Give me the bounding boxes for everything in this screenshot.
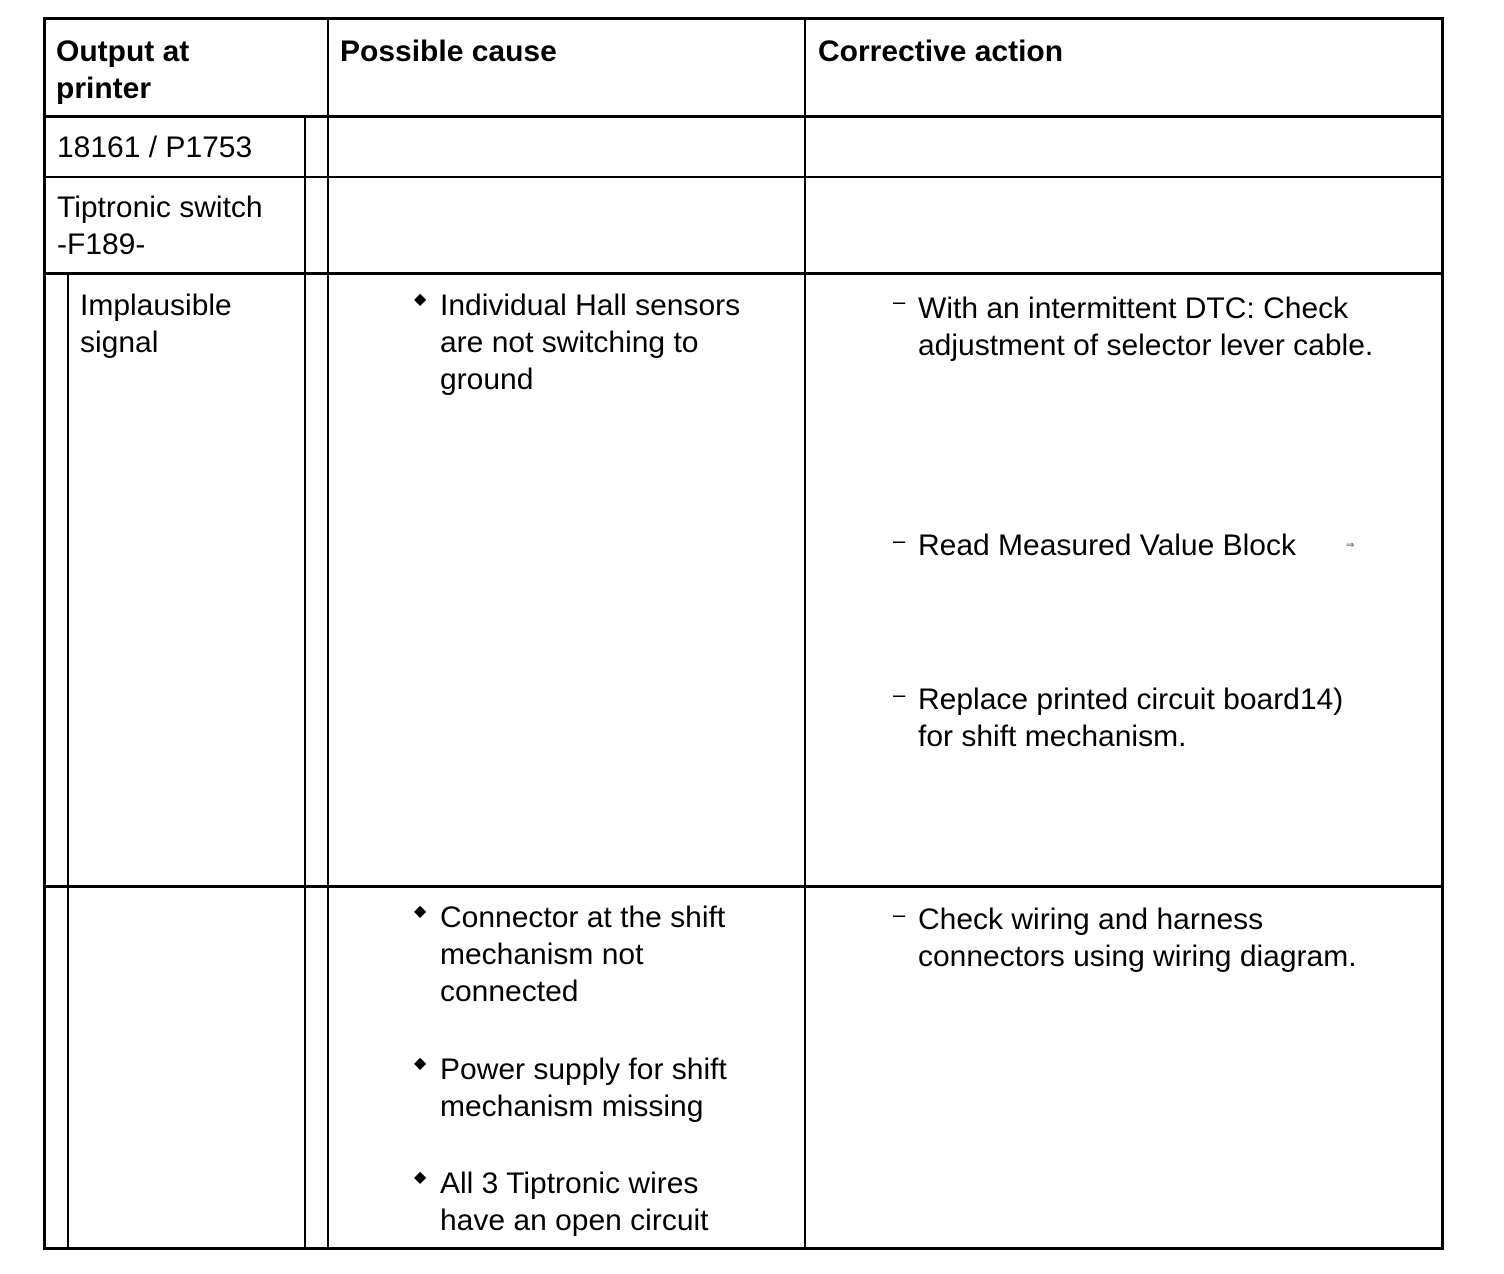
table-border-bottom [43,1247,1444,1250]
header-output-at-printer: Output at printer [56,35,190,105]
cause-item: Power supply for shift mechanism missing [440,1053,727,1123]
header-corrective-action: Corrective action [818,35,1064,68]
action-item: Read Measured Value Block [918,529,1296,562]
dtc-code: 18161 / P1753 [57,131,253,164]
cause-item: Individual Hall sensors are not switching to ground [440,289,741,396]
bullet-icon: ◆ [414,1169,427,1186]
column-divider-inner [304,116,306,1250]
cause-item: Connector at the shift mechanism not connected [440,901,726,1008]
dash-icon: – [893,289,906,314]
row-divider-group [43,885,1444,888]
cause-item: All 3 Tiptronic wires have an open circuit [440,1167,709,1237]
dash-icon: – [893,528,906,553]
action-item: Check wiring and harness connectors using wiring diagram. [918,903,1357,973]
row-divider-dtc [43,176,1444,178]
column-divider-cause [327,17,329,1250]
column-divider-action [804,17,806,1250]
table-border-left [43,17,46,1250]
table-border-top [43,17,1444,20]
dash-icon: – [893,682,906,707]
header-possible-cause: Possible cause [340,35,557,68]
link-arrow-icon[interactable]: ⇒ [1346,540,1355,551]
bullet-icon: ◆ [414,1055,427,1072]
fault-type: Implausible signal [80,289,232,359]
row-divider-component [43,272,1444,275]
row-divider-header [43,115,1444,118]
indent-divider [67,273,69,1250]
component-name: Tiptronic switch -F189- [57,191,263,261]
dash-icon: – [893,902,906,927]
action-item: Replace printed circuit board14) for shift mechanism. [918,683,1344,753]
action-item: With an intermittent DTC: Check adjustment of selector lever cable. [918,292,1374,362]
table-border-right [1441,17,1444,1250]
bullet-icon: ◆ [414,903,427,920]
bullet-icon: ◆ [414,291,427,308]
